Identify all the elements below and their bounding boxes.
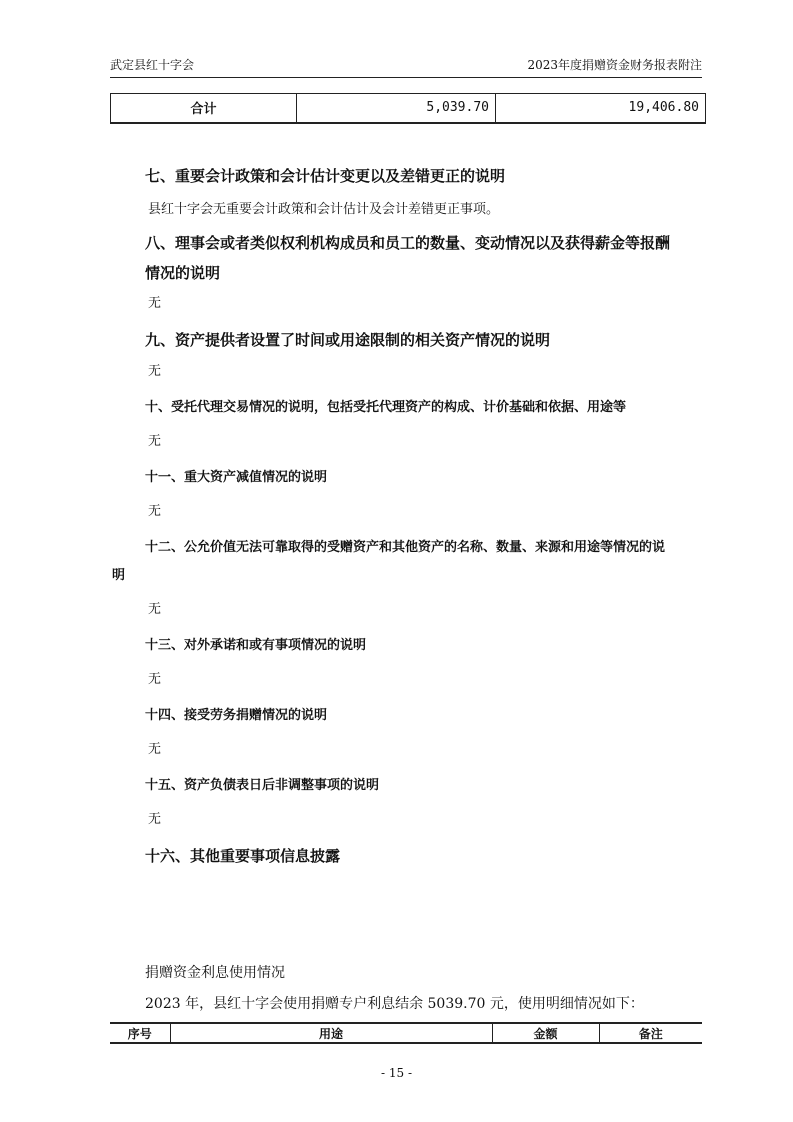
section-9-body: 无 [148,364,162,379]
section-12-body: 无 [148,602,162,617]
total-value-1: 5,039.70 [297,94,496,123]
total-value-2: 19,406.80 [496,94,706,123]
section-7-body: 县红十字会无重要会计政策和会计估计及会计差错更正事项。 [148,202,500,217]
detail-header-index: 序号 [110,1023,170,1043]
section-11-body: 无 [148,504,162,519]
section-16-title: 十六、其他重要事项信息披露 [145,847,341,865]
section-9-title: 九、资产提供者设置了时间或用途限制的相关资产情况的说明 [145,331,551,349]
section-8-body: 无 [148,296,162,311]
total-label: 合计 [111,94,297,123]
section-13-title: 十三、对外承诺和或有事项情况的说明 [145,638,367,653]
total-table [110,93,706,124]
section-14-title: 十四、接受劳务捐赠情况的说明 [145,708,328,723]
total-row [111,94,706,123]
interest-text: 2023 年，县红十字会使用捐赠专户利息结余 5039.70 元，使用明细情况如下： [145,996,644,1012]
section-8-title-line2: 情况的说明 [145,264,221,282]
section-8-title-line1: 八、理事会或者类似权利机构成员和员工的数量、变动情况以及获得薪金等报酬 [145,234,671,252]
section-10-body: 无 [148,434,162,449]
section-11-title: 十一、重大资产减值情况的说明 [145,470,328,485]
page-header [110,56,702,78]
section-14-body: 无 [148,742,162,757]
section-10-title: 十、受托代理交易情况的说明，包括受托代理资产的构成、计价基础和依据、用途等 [145,400,627,415]
detail-table [110,1022,702,1044]
header-divider [110,77,702,78]
detail-header-amount: 金额 [492,1023,599,1043]
section-12-title-line1: 十二、公允价值无法可靠取得的受赠资产和其他资产的名称、数量、来源和用途等情况的说 [145,540,666,555]
section-13-body: 无 [148,672,162,687]
section-7-title: 七、重要会计政策和会计估计变更以及差错更正的说明 [145,167,506,185]
section-12-title-line2: 明 [112,568,126,583]
header-organization: 武定县红十字会 [110,58,195,72]
detail-table-header-row [110,1023,702,1043]
header-document-title: 2023年度捐赠资金财务报表附注 [527,58,702,72]
detail-header-remark: 备注 [599,1023,702,1043]
section-15-title: 十五、资产负债表日后非调整事项的说明 [145,778,380,793]
section-15-body: 无 [148,812,162,827]
interest-subtitle: 捐赠资金利息使用情况 [145,965,285,981]
page-number: - 15 - [380,1066,412,1080]
detail-header-purpose: 用途 [170,1023,492,1043]
